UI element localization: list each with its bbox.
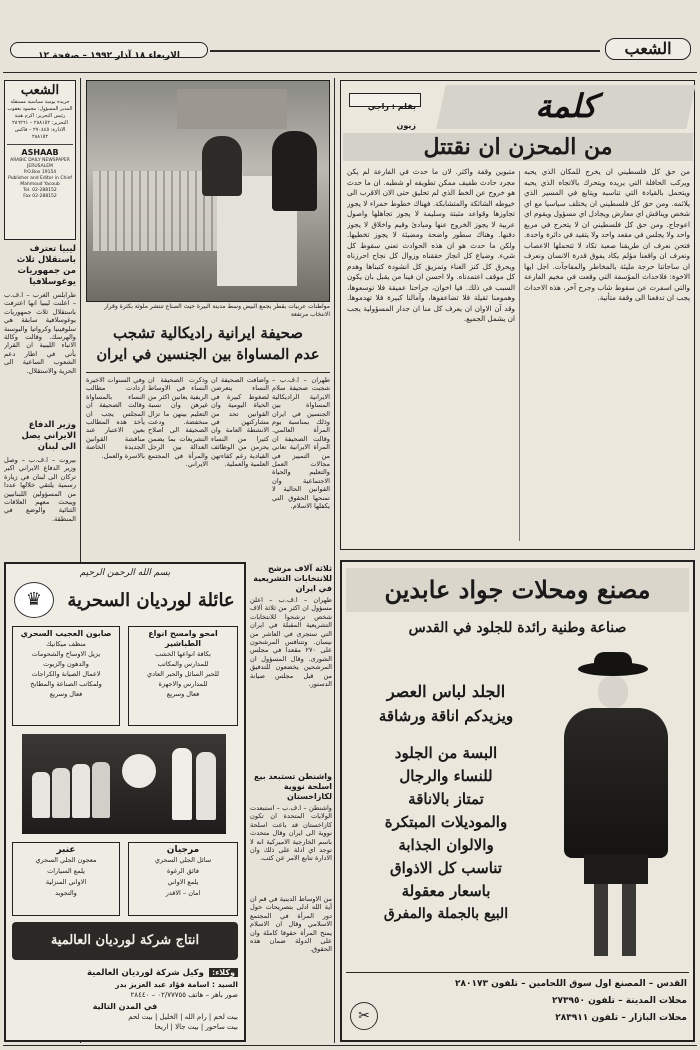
info-en-line-4: Mahmoud Yacoub — [20, 182, 60, 187]
dealer-label: وكلاء: — [209, 968, 238, 977]
masthead: الشعب — [624, 39, 672, 58]
soap-line-3: لاعمال الصيانة والكراجات — [31, 670, 101, 678]
kazakh-article — [250, 772, 332, 892]
election-text: طهران – ا.ف.ب – اعلن مسؤول ان اكثر من ثلاثة آلاف شخص ترشحوا للانتخابات التشريعية المقبلة في ايران التي ستجرى في العاشر من نيسان. وتتنافس المرشحون على ٢٧٠ مقعدا في مجلس الشورى. وقال المسؤول ان المرشحين يخضعون للتدقيق من قبل مجلس صيانة الدستور. — [250, 596, 332, 689]
lourdian-basmala: بسم الله الرحمن الرحيم — [79, 568, 171, 578]
frame-bottom — [3, 1045, 697, 1046]
jar — [122, 754, 156, 788]
masthead-box — [605, 38, 691, 60]
product1-box — [12, 842, 120, 916]
editorial-col-left: متبوين وقفة واكثر. لان ما حدث في الفارعة لم يكن مجرد حادث طفيف ممكن تطويقه او شطبه. ان ما حدث هو خروج عن الخط الذي لم تحليق حتى الان الاقرب الى خيوطه الشائكة والمتشابكة. فهناك خطوط حمراء لا يجوز تجاوزها وقواعد مثبتة وسليمة لا يجوز تجاهلها واصول عربية لا يجوز الخروج عنها ومبادئ وقيم واخلاق لا يجوز دفنها. وهناك سطور واضحة ومضيئة لا يجوز تخطيها. ولكن ما حدث هو ان هذه الحوادث تعني سقوط كل شيء. وضياع كل انجاز حققناه وزوال كل نجاح احرزناه ويحرق كل كنز الغناء وتمزيق كل انشودة كتبناها وهدم كل موقف اعتمدناه. ولا احسن ان فينا من يقبل بان يكون السبب في ذلك. فيا اخوان، جراحنا عميقة فلا توسعوها، وهمومنا ثقيلة فلا تضاعفوها، وآمالنا كبيرة فلا تهدموها. وقد آن الاوان ان يعرف كل منا ان جدار المسؤولية يجب ان يشمل الجميع. — [347, 167, 515, 323]
abdeen-logo-icon: ✂ — [350, 1002, 378, 1030]
iran-col-2: واضافت الصحيفة ان النساء يتعرضن لضغوط كبيرة في الحياة اليومية وان القوانين تحد من مشاركتهن في الانشطة العامة وان كثيرا من النساء يحرمن من الوظائف القيادية رغم كفاءتهن العلمية والعملية. — [211, 376, 269, 469]
product1-line-3: والتجويد — [55, 889, 77, 897]
dealer-line-1: بيت لحم | رام الله | الخليل | بيت لحم — [128, 1013, 238, 1021]
abdeen-address — [382, 976, 687, 1038]
minister-text: بيروت – ا.ف.ب – وصل وزير الدفاع الايراني اكبر تركان الى لبنان في زيارة رسمية يلتقي خلالها عددا من المسؤولين اللبنانيين ويبحث معهم العلاقات الثنائية والوضع في المنطقة. — [4, 456, 76, 523]
eraser-line-4: فعال وسريع — [166, 690, 200, 698]
info-title: الشعب — [20, 83, 60, 98]
iran-headline-line-2: عدم المساواة بين الجنسين في ايران — [96, 346, 320, 363]
info-en-line-3: Publisher and Editor in Chief — [8, 176, 72, 181]
editorial-headline: من المحزن ان نقتتل — [423, 134, 613, 160]
info-en-line-1: JERUSALEM — [27, 164, 53, 169]
info-line-0: جريدة يومية سياسية مستقلة — [10, 99, 70, 105]
frame-top — [3, 72, 697, 73]
eraser-line-2: للحبر السائل والحبر العادي — [147, 670, 219, 678]
soap-line-5: فعال وسريع — [49, 690, 83, 698]
abdeen-ad — [340, 560, 695, 1042]
kazakh-text: واشنطن – ا.ف.ب – استبعدت الولايات المتحدة ان تكون كازاخستان قد باعت اسلحة نووية الى ايران وقال متحدث باسم الخارجية الاميركية انه لا توجد اي ادلة على ذلك وان الادارة تتابع الامر عن كثب. — [250, 804, 332, 863]
divider-center — [334, 78, 335, 1043]
product2-line-1: فائق الرغوة — [167, 867, 199, 875]
minister-article — [4, 420, 76, 555]
eraser-line-0: بكافة انواعها الخشب — [155, 650, 211, 658]
bottle-2 — [52, 768, 70, 818]
editorial-byline — [349, 93, 421, 130]
eggs-photo — [86, 80, 330, 302]
election-article — [250, 564, 332, 769]
abdeen-subtitle: صناعة وطنية رائدة للجلود في القدس — [408, 620, 627, 636]
soap-line-4: ولمكاتب الصناعة والمطابخ — [30, 680, 102, 688]
date-page-text: الاربعاء ١٨ آذار ١٩٩٢ – صفحة ١٢ — [38, 51, 180, 61]
eraser-box — [128, 626, 238, 726]
model-face — [598, 676, 628, 708]
abdeen-body-line-7: البيع بالجملة والمفرق — [383, 906, 509, 922]
editorial-headline-bar — [343, 133, 693, 161]
iran-headline-line-1: صحيفة ايرانية راديكالية تشجب — [113, 324, 303, 342]
abdeen-body — [346, 742, 546, 932]
dealer-block — [12, 964, 238, 1038]
iran-col-4: وفي السنوات الاخيرة ازدادت مطالب النساء بالمساواة وقالت الصحيفة ان المجلس يجب ان يأخذ هذه المطالب بعين الاعتبار عند مناقشة القوانين الجديدة الخاصة بالاسرة والعمل. — [86, 376, 145, 460]
info-line-3: التحرير: ٢٨٨١٥٢ – ٢٨٦٢٦١ — [12, 120, 68, 126]
abdeen-address-rule — [346, 972, 689, 973]
eraser-line-3: للمدارس والاجهزة — [158, 680, 208, 688]
abdeen-title-bar — [346, 568, 689, 612]
editorial-box — [340, 80, 695, 550]
abdeen-addr-1: القدس – المصنع اول سوق اللحامين – تلفون ٢٨٠١٧٣ — [454, 979, 687, 989]
kazakh-subhead: واشنطن تستبعد بيع اسلحة نووية لكازاخستان — [254, 772, 332, 801]
product2-title: مرجيان — [166, 845, 200, 855]
product2-line-3: امان – الاقدر — [165, 889, 201, 897]
info-en-line-0: ARABIC DAILY NEWSPAPER — [10, 158, 70, 163]
lourdian-ad — [4, 562, 246, 1042]
abdeen-tagline-2: ويزيدكم اناقة ورشاقة — [378, 707, 514, 725]
editorial-col-rule — [519, 171, 520, 541]
abdeen-body-line-5: تناسب كل الاذواق — [390, 859, 502, 877]
editorial-col-right: من حق كل فلسطيني ان يخرج للمكان الذي يحبه ويركب الحافلة التي يريده ويتحرك بالاتجاه الذي يحبه ويتحمل بالقيادة التي تناسبه ويتابع في المسير الذي يلائمه. ومن حق كل فلسطيني ان يختلف سياسيا مع اي شخص ويناقش اي معارض ويجادل اي مسؤول ويقوم اي اعوجاج. ومن حق كل فلسطيني ان لا يتحرج في مربع واحد ولا يجلس في مقعد واحد ولا يتقيد في دائرة واحدة. فتحن نعرف ان طريقنا صعبة تكاد لا تتحملها الاعصاب ونعرف ان واقعنا مؤلم يكاد يفوق قدرة الانسان ونعرف ان ساحاتنا حرجة مليئة بالمخاطر والمفاجآت. اجل ايها الاخوة: فلاحداث المؤسفة التي وقعت في مخيم الفارعة والتي اسفرت عن سقوط شاب وجرح آخر، هذه الاحداث يجب ان تدفعنا الى وقفة متأنية. — [524, 167, 690, 302]
abdeen-tagline-1: الجلد لباس العصر — [386, 682, 506, 701]
info-en-line-2: P.O.Box 19154 — [23, 170, 57, 175]
minister-headline: وزير الدفاع الايراني يصل الى لبنان — [21, 420, 76, 452]
abdeen-body-line-2: تمتاز بالاناقة — [408, 790, 484, 808]
bottle-1 — [32, 772, 50, 818]
model-leg-left — [594, 884, 608, 956]
dealer-line-0: في المدن التالية — [92, 1002, 158, 1011]
lourdian-crown-logo: ♛ — [14, 582, 54, 618]
products-photo — [22, 734, 226, 834]
dealer-company: وكيل شركة لورديان العالمية — [86, 968, 204, 978]
lourdian-family: عائلة لورديان السحرية — [67, 590, 235, 611]
soap-line-0: منظف ميكانيك — [46, 640, 86, 648]
soap-box — [12, 626, 120, 726]
libya-text: طرابلس الغرب – ا.ف.ب – اعلنت ليبيا انها اعترفت باستقلال ثلاث جمهوريات يوغوسلافية سابقة هي سلوفينيا وكرواتيا والبوسنة والهرسك. وقالت وكالة الانباء الليبية ان القرار يأتي في اطار دعم الشعوب الساعية الى الحرية والاستقلال. — [4, 291, 76, 375]
date-bar — [10, 42, 208, 61]
model-hat-crown — [594, 652, 632, 668]
bottle-6 — [196, 752, 216, 820]
info-line-2: رئيس التحرير: اكرم هنية — [14, 113, 66, 119]
kalima-word: كلمة — [535, 87, 597, 125]
product1-title: عنبر — [56, 845, 76, 855]
soap-line-2: والدهون والزيوت — [43, 660, 89, 668]
abdeen-title: مصنع ومحلات جواد عابدين — [384, 575, 651, 604]
product1-line-0: معجون الجلي السحري — [35, 856, 97, 864]
photo-woman-2 — [272, 131, 317, 211]
editorial-banner — [436, 85, 695, 129]
abdeen-addr-2: محلات المدينة – تلفون ٢٧٣٩٥٠ — [551, 996, 687, 1006]
photo-woman-1 — [202, 136, 242, 196]
abdeen-body-line-0: البسة من الجلود — [394, 744, 498, 762]
bottle-4 — [92, 762, 110, 818]
abdeen-body-line-6: باسعار معقولة — [401, 882, 491, 900]
info-en-title: ASHAAB — [21, 148, 59, 157]
page-header — [0, 0, 700, 70]
eraser-line-1: للمدارس والمكاتب — [157, 660, 209, 668]
product2-line-2: يلمع الاواني — [167, 878, 199, 886]
header-rule — [210, 50, 600, 52]
lourdian-maker-banner — [12, 922, 238, 960]
iran-col-1: طهران – ا.ف.ب – شجبت صحيفة سلام الايرانية الراديكالية المساواة بين الجنسين في ايران وذلك بمناسبة يوم المرأة العالمي. وقالت الصحيفة ان المرأة الايرانية تعاني من التمييز في مجالات العمل والتعليم والحياة الاجتماعية وان القوانين الحالية لا تمنحها الحقوق التي يكفلها الاسلام. — [272, 376, 330, 511]
info-en-line-5: Tel. 02-288152 — [23, 188, 57, 193]
soap-title: صابون العجيب السحري — [20, 629, 112, 638]
abdeen-addr-3: محلات البازار – تلفون ٢٨٣٩١١ — [555, 1013, 687, 1023]
dealer-address: صور باهر – هاتف ٠٢/٧٧٧٥٥ – ٢٨٤٤٠ — [130, 991, 238, 999]
product1-line-1: يلمع السيارات — [47, 867, 85, 875]
iran-rule — [86, 372, 330, 373]
ashaab-info-box — [4, 80, 76, 240]
libya-article — [4, 244, 76, 419]
info-en-line-6: Fax 02-288152 — [23, 194, 57, 199]
abdeen-body-line-4: والالوان الجذابة — [398, 836, 494, 854]
info-line-1: المدير المسؤول: محمود يعقوب — [7, 106, 73, 112]
product2-line-0: سائل الجلي السحري — [154, 856, 212, 864]
model-jacket — [564, 708, 668, 858]
bottle-5 — [172, 748, 192, 820]
abdeen-body-line-3: والموديلات المبتكرة — [384, 813, 508, 831]
bottle-3 — [72, 764, 90, 818]
dealer-name: السيد : اسامة فؤاد عبد العزيز بدر — [115, 980, 238, 989]
info-line-4: الادارة: ٢٧٠٤٤٥ – فاكس ٢٨٨١٥٢ — [14, 127, 66, 140]
abdeen-body-line-1: للنساء والرجال — [399, 767, 493, 785]
product2-box — [128, 842, 238, 916]
eraser-title: امحو وامسح انواع الطباشير — [148, 629, 218, 648]
dealer-line-2: بيت ساحور | بيت جالا | اريحا — [154, 1023, 238, 1031]
soap-line-1: يزيل الاوساخ والشحومات — [31, 650, 101, 658]
product1-line-2: الاواني المنزلية — [45, 878, 87, 886]
dealer-row — [12, 964, 238, 979]
photo-cart — [177, 89, 287, 129]
iran-col-3: وذكرت الصحيفة ان النساء في الاوساط الريفية يعانين اكثر من غيرهن وان نسبة التعليم بينهن ما تزال منخفضة. ودعت الصحيفة الى اصلاح التشريعات بما يضمن العدالة بين الرجل والمرأة في المجتمع الايراني. — [148, 376, 208, 469]
model-figure — [550, 658, 690, 968]
election-subhead: ثلاثة آلاف مرشح للانتخابات التشريعية في ايران — [253, 564, 332, 593]
ayatollah-text: من الاوساط الدينية في قم ان آية الله ادلى بتصريحات حول دور المرأة في المجتمع الاسلامي وقال ان الاسلام يمنح المرأة حقوقا كاملة وان على الدولة ضمان هذه الحقوق. — [250, 895, 332, 954]
photo-caption: مواطنات عربيات بقطر بجمع البيض وسط مدينة البيرة حيث الصناع تنتشر ملوثة بكثرة وقرار الانتخاب مرتفعة — [104, 303, 330, 318]
libya-headline: ليبيا تعترف باستقلال ثلاث من جمهوريات يوغوسلافيا — [16, 244, 76, 287]
byline-text: بقلم : راجي زيون — [367, 102, 416, 130]
model-skirt — [584, 854, 648, 884]
model-leg-right — [622, 884, 636, 956]
iran-headline — [84, 322, 332, 370]
lourdian-maker: انتاج شركة لورديان العالمية — [50, 933, 200, 948]
